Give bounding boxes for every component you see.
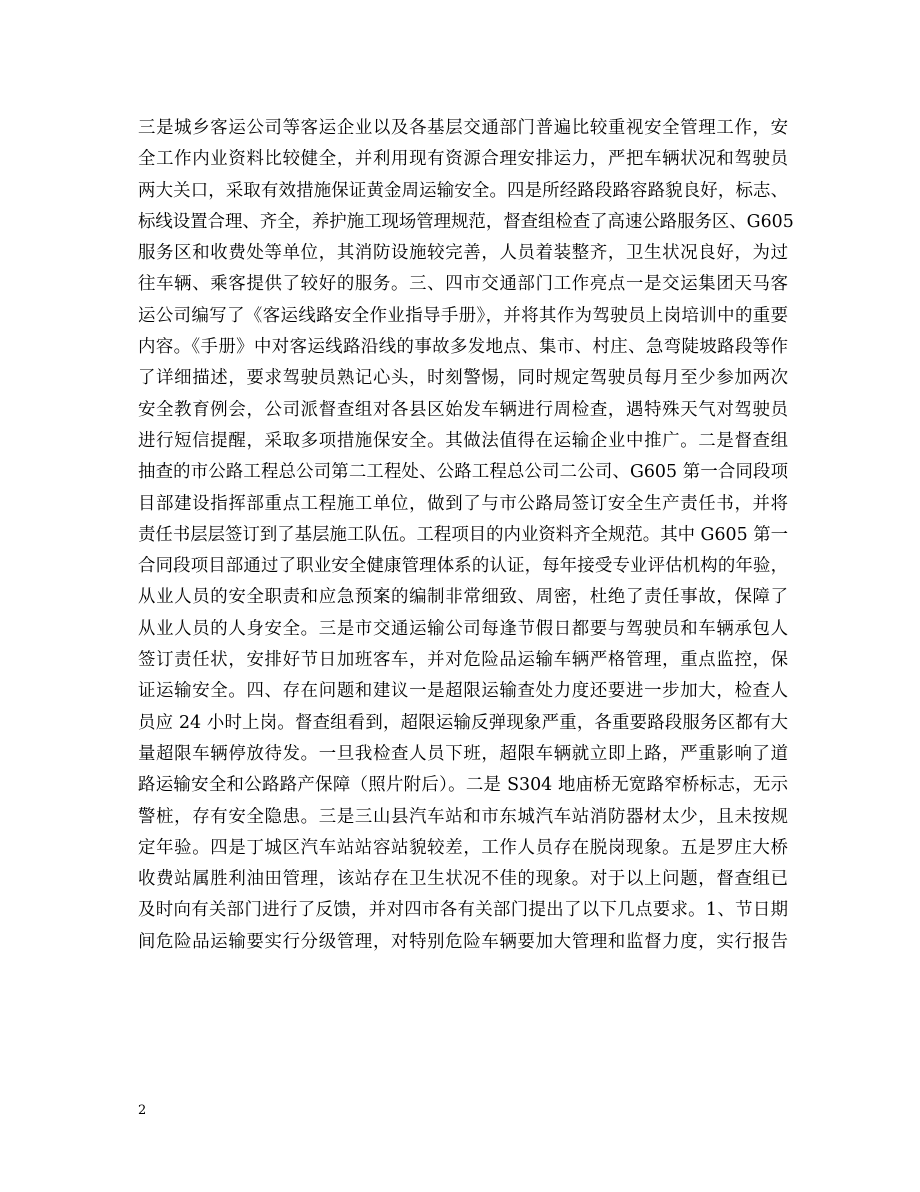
text-line: 收费站属胜利油田管理，该站存在卫生状况不佳的现象。对于以上问题，督查组已 bbox=[138, 869, 788, 890]
text-line: 标线设置合理、齐全，养护施工现场管理规范，督查组检查了高速公路服务区、G605 bbox=[138, 211, 794, 232]
text-line: 及时向有关部门进行了反馈，并对四市各有关部门提出了以下几点要求。1、节日期 bbox=[138, 900, 788, 921]
text-line: 抽查的市公路工程总公司第二工程处、公路工程总公司二公司、G605 第一合同段项 bbox=[138, 462, 788, 483]
text-line: 服务区和收费处等单位，其消防设施较完善，人员着装整齐，卫生状况良好，为过 bbox=[138, 243, 788, 264]
text-line: 合同段项目部通过了职业安全健康管理体系的认证，每年接受专业评估机构的年验， bbox=[138, 556, 788, 577]
text-line: 量超限车辆停放待发。一旦我检查人员下班，超限车辆就立即上路，严重影响了道 bbox=[138, 743, 788, 764]
text-line: 警桩，存有安全隐患。三是三山县汽车站和市东城汽车站消防器材太少，且未按规 bbox=[138, 806, 788, 827]
text-line: 内容。《手册》中对客运线路沿线的事故多发地点、集市、村庄、急弯陡坡路段等作 bbox=[138, 337, 788, 358]
text-line: 往车辆、乘客提供了较好的服务。三、四市交通部门工作亮点一是交运集团天马客 bbox=[138, 274, 788, 295]
text-line: 从业人员的人身安全。三是市交通运输公司每逢节假日都要与驾驶员和车辆承包人 bbox=[138, 618, 788, 639]
page-number: 2 bbox=[138, 1103, 147, 1118]
text-line: 证运输安全。四、存在问题和建议一是超限运输查处力度还要进一步加大，检查人 bbox=[138, 681, 788, 702]
text-line: 两大关口，采取有效措施保证黄金周运输安全。四是所经路段路容路貌良好，标志、 bbox=[138, 180, 788, 201]
text-line: 进行短信提醒，采取多项措施保安全。其做法值得在运输企业中推广。二是督查组 bbox=[138, 430, 788, 451]
text-line: 责任书层层签订到了基层施工队伍。工程项目的内业资料齐全规范。其中 G605 第一 bbox=[138, 524, 788, 545]
text-line: 签订责任状，安排好节日加班客车，并对危险品运输车辆严格管理，重点监控，保 bbox=[138, 650, 788, 671]
text-line: 全工作内业资料比较健全，并利用现有资源合理安排运力，严把车辆状况和驾驶员 bbox=[138, 149, 788, 170]
text-line: 目部建设指挥部重点工程施工单位，做到了与市公路局签订安全生产责任书，并将 bbox=[138, 493, 788, 514]
body-text bbox=[138, 113, 794, 958]
text-line: 运公司编写了《客运线路安全作业指导手册》，并将其作为驾驶员上岗培训中的重要 bbox=[138, 305, 788, 326]
text-line: 从业人员的安全职责和应急预案的编制非常细致、周密，杜绝了责任事故，保障了 bbox=[138, 587, 788, 608]
text-line: 路运输安全和公路路产保障（照片附后）。二是 S304 地庙桥无宽路窄桥标志，无示 bbox=[138, 775, 788, 796]
text-line: 定年验。四是丁城区汽车站站容站貌较差，工作人员存在脱岗现象。五是罗庄大桥 bbox=[138, 837, 788, 858]
text-line: 了详细描述，要求驾驶员熟记心头，时刻警惕，同时规定驾驶员每月至少参加两次 bbox=[138, 368, 788, 389]
text-line: 间危险品运输要实行分级管理，对特别危险车辆要加大管理和监督力度，实行报告 bbox=[138, 931, 788, 952]
text-line: 三是城乡客运公司等客运企业以及各基层交通部门普遍比较重视安全管理工作，安 bbox=[138, 118, 788, 138]
text-line: 安全教育例会，公司派督查组对各县区始发车辆进行周检查，遇特殊天气对驾驶员 bbox=[138, 399, 788, 420]
text-line: 员应 24 小时上岗。督查组看到，超限运输反弹现象严重，各重要路段服务区都有大 bbox=[138, 712, 788, 733]
